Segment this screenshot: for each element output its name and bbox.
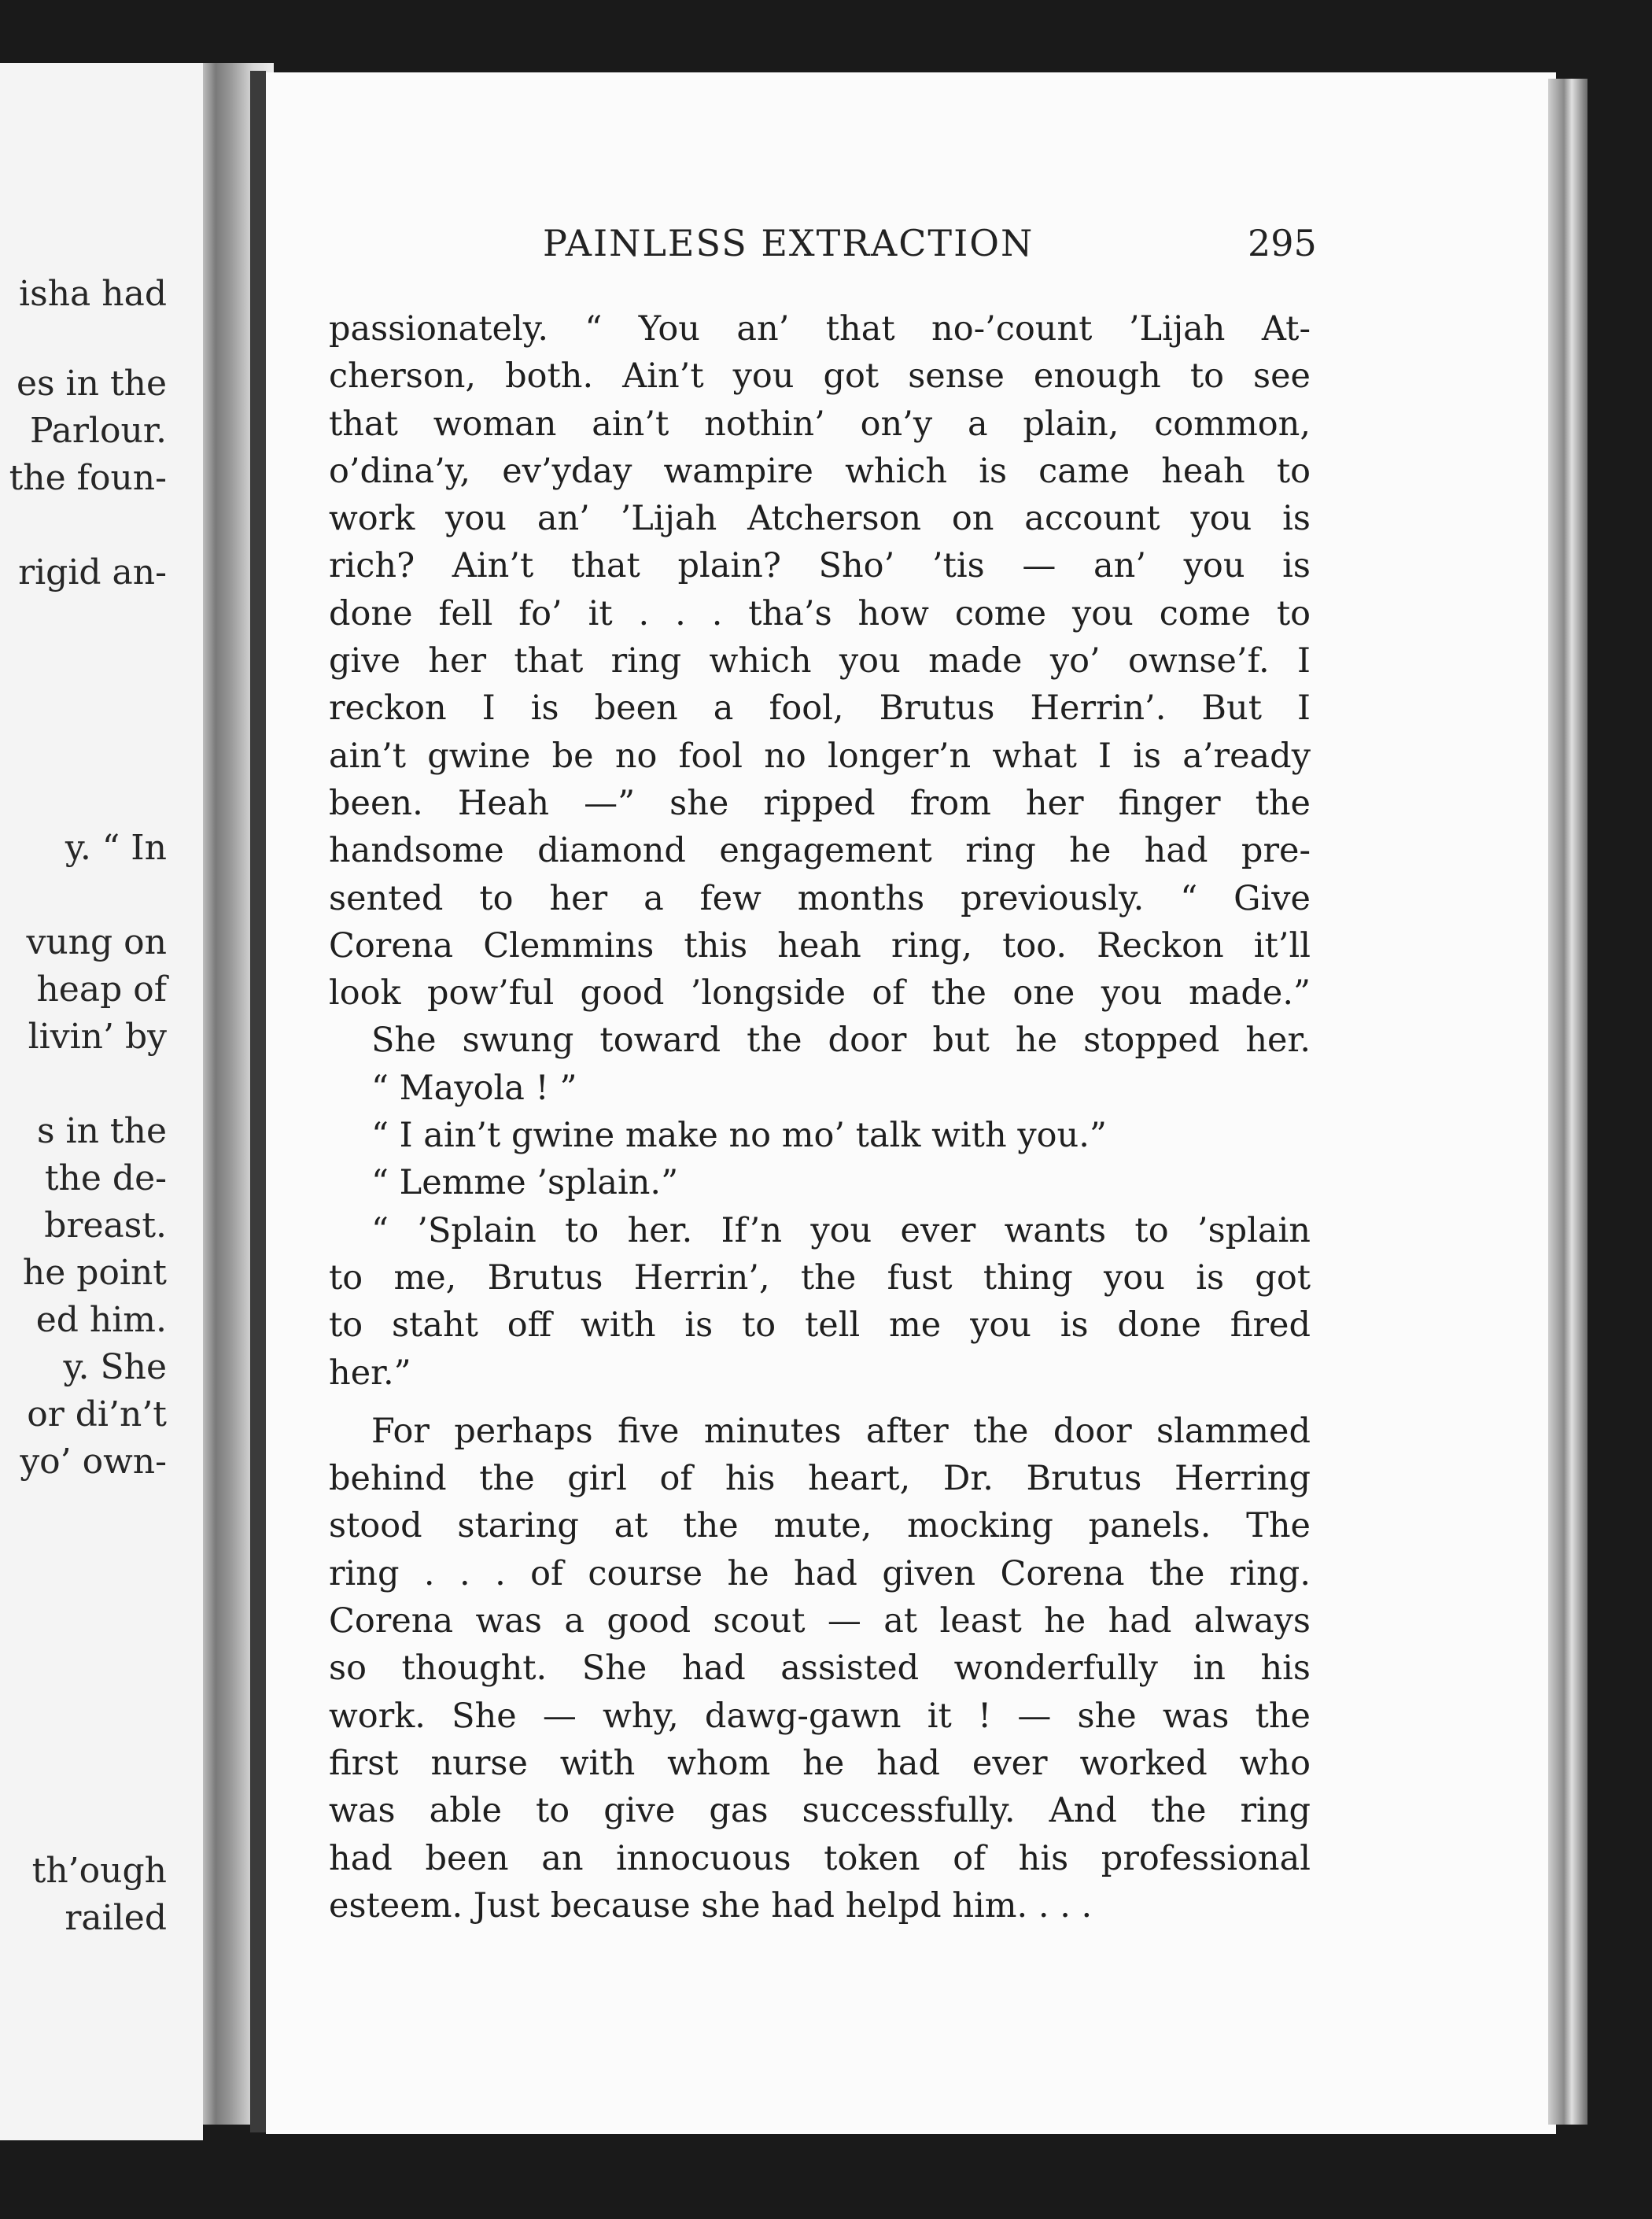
text-line: Corena was a good scout — at least he had always — [329, 1601, 1311, 1641]
text-line: her.” — [329, 1353, 411, 1393]
left-page-line: livin’ by — [28, 1017, 167, 1057]
text-line: o’dina’y, ev’yday wampire which is came heah to — [329, 451, 1311, 491]
text-line: behind the girl of his heart, Dr. Brutus Herring — [329, 1459, 1311, 1499]
text-line: reckon I is been a fool, Brutus Herrin’. But I — [329, 689, 1311, 729]
text-line: cherson, both. Ain’t you got sense enough to see — [329, 356, 1311, 397]
text-line: ain’t gwine be no fool no longer’n what I is a’ready — [329, 736, 1311, 776]
left-page-line: s in the — [36, 1111, 167, 1151]
text-line: “ Mayola ! ” — [371, 1068, 577, 1108]
text-line: sented to her a few months previously. “ Give — [329, 878, 1311, 918]
text-line: to staht off with is to tell me you is done fired — [329, 1305, 1311, 1346]
left-page-line: the foun- — [9, 458, 167, 498]
text-line: “ Lemme ’splain.” — [371, 1163, 679, 1203]
left-page-line: rigid an- — [18, 552, 167, 593]
text-line: so thought. She had assisted wonderfully in his — [329, 1649, 1311, 1689]
left-page-line: heap of — [36, 969, 167, 1010]
text-line: was able to give gas successfully. And the ring — [329, 1791, 1311, 1831]
text-line: to me, Brutus Herrin’, the fust thing you is got — [329, 1257, 1311, 1298]
left-page-line: railed — [65, 1898, 167, 1938]
text-line: work you an’ ’Lijah Atcherson on account you is — [329, 499, 1311, 539]
left-page-line: es in the — [16, 364, 167, 404]
left-page-line: ed him. — [35, 1300, 167, 1340]
body-text — [329, 305, 1311, 1929]
text-line: look pow’ful good ’longside of the one you made.” — [329, 973, 1311, 1014]
left-page-line: y. “ In — [65, 828, 167, 868]
left-page-line: isha had — [19, 274, 167, 314]
text-line: She swung toward the door but he stopped her. — [371, 1021, 1311, 1061]
left-page-line: th’ough — [31, 1851, 167, 1891]
text-line: done fell fo’ it . . . tha’s how come you come to — [329, 593, 1311, 633]
text-line: For perhaps five minutes after the door slammed — [371, 1411, 1311, 1451]
running-head: PAINLESS EXTRACTION — [543, 222, 1034, 264]
text-line: “ I ain’t gwine make no mo’ talk with you.” — [371, 1116, 1107, 1156]
page-number: 295 — [1248, 222, 1317, 264]
text-line: rich? Ain’t that plain? Sho’ ’tis — an’ you is — [329, 546, 1311, 586]
page-stack-edge — [1548, 79, 1587, 2125]
left-page-line: yo’ own- — [20, 1442, 167, 1482]
text-line: give her that ring which you made yo’ ownse’f. I — [329, 641, 1311, 681]
left-page-line: y. She — [63, 1347, 167, 1387]
text-line: handsome diamond engagement ring he had pre- — [329, 831, 1311, 871]
text-line: stood staring at the mute, mocking panels. The — [329, 1506, 1311, 1546]
left-page-line: Parlour. — [30, 411, 167, 451]
left-page-line: or di’n’t — [27, 1394, 167, 1434]
text-line: work. She — why, dawg-gawn it ! — she was the — [329, 1696, 1311, 1736]
text-line: been. Heah —” she ripped from her finger the — [329, 783, 1311, 823]
left-page-line: vung on — [26, 922, 167, 962]
text-line: Corena Clemmins this heah ring, too. Reckon it’ll — [329, 925, 1311, 966]
left-page-line: he point — [22, 1253, 167, 1293]
text-line: passionately. “ You an’ that no-’count ’Lijah At- — [329, 309, 1311, 349]
text-line: had been an innocuous token of his professional — [329, 1838, 1311, 1878]
text-line: “ ’Splain to her. If’n you ever wants to ’splain — [371, 1210, 1311, 1250]
text-line: esteem. Just because she had helpd him. . . . — [329, 1885, 1093, 1925]
text-line: first nurse with whom he had ever worked who — [329, 1743, 1311, 1783]
text-line: that woman ain’t nothin’ on’y a plain, common, — [329, 404, 1311, 444]
left-page-line: breast. — [44, 1205, 167, 1246]
gutter-shadow — [250, 71, 266, 2132]
text-line: ring . . . of course he had given Corena the ring. — [329, 1553, 1311, 1593]
left-page-line: the de- — [44, 1158, 167, 1198]
previous-page-fragment — [0, 63, 203, 2140]
